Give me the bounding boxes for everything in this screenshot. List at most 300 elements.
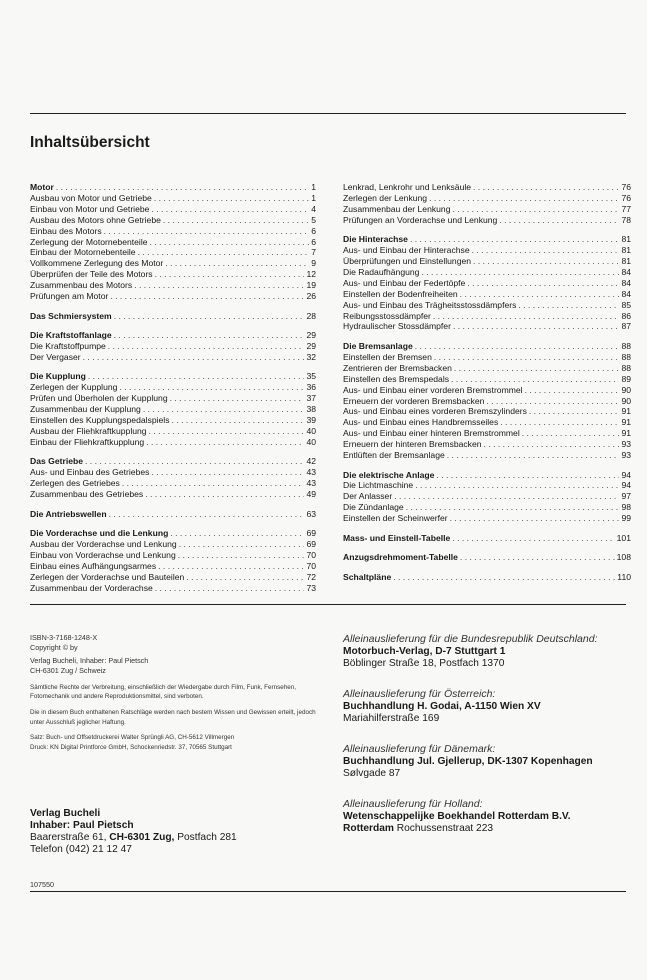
toc-leader-dots	[56, 182, 309, 193]
toc-entry-text: Die Antriebswellen	[30, 508, 107, 519]
toc-entry	[343, 204, 631, 215]
toc-entry-text: Aus- und Einbau des Getriebes	[30, 467, 150, 478]
toc-page-number: 12	[306, 269, 316, 280]
distribution-block	[343, 633, 633, 835]
toc-leader-dots	[525, 385, 620, 396]
toc-leader-dots	[158, 561, 304, 572]
isbn: ISBN-3-7168-1248-X	[30, 633, 98, 642]
toc-leader-dots	[172, 415, 305, 426]
toc-entry	[343, 182, 631, 193]
toc-entry-text: Zerlegen der Vorderachse und Bauteilen	[30, 571, 185, 582]
toc-section	[30, 509, 316, 520]
verlag-street: Baarerstraße 61,	[30, 832, 110, 843]
toc-leader-dots	[529, 406, 620, 417]
toc-entry-text: Ausbau der Fliehkraftkupplung	[30, 425, 147, 436]
toc-leader-dots	[114, 311, 305, 322]
toc-entry-text: Aus- und Einbau des Trägheitsstossdämpfers	[343, 299, 517, 310]
toc-entry-text: Der Vergaser	[30, 351, 81, 362]
toc-leader-dots	[119, 382, 304, 393]
liability-text: Die in diesem Buch enthaltenen Ratschläge werden nach bestem Wissen und Gewissen erteilt, jedoch unter Ausschluß jeglicher Haftung.	[30, 709, 316, 726]
toc-leader-dots	[415, 341, 620, 352]
distribution-name: Buchhandlung H. Godai, A-1150 Wien XV	[343, 701, 541, 712]
toc-entry	[30, 489, 316, 500]
toc-entry	[343, 439, 631, 450]
distribution-address: Mariahilferstraße 169	[343, 713, 440, 724]
distribution-at	[343, 688, 633, 743]
toc-leader-dots	[473, 182, 619, 193]
toc-entry-text: Aus- und Einbau eines Handbremsseiles	[343, 417, 499, 428]
toc-page-number: 108	[616, 552, 631, 563]
toc-entry-text: Hydraulischer Stossdämpfer	[343, 321, 451, 332]
toc-leader-dots	[460, 552, 615, 563]
toc-section	[343, 552, 631, 563]
toc-entry-text: Ausbau des Motors ohne Getriebe	[30, 214, 161, 225]
toc-entry-text: Zentrieren der Bremsbacken	[343, 362, 452, 373]
toc-entry-text: Entlüften der Bremsanlage	[343, 450, 445, 461]
toc-leader-dots	[453, 321, 619, 332]
toc-leader-dots	[83, 352, 305, 363]
toc-entry-text: Vollkommene Zerlegung des Motor	[30, 258, 164, 269]
toc-page-number: 91	[621, 428, 631, 439]
toc-entry-text: Das Schmiersystem	[30, 310, 112, 321]
toc-entry-text: Zerlegung der Motornebenteile	[30, 236, 148, 247]
footer-code: 107550	[30, 880, 54, 889]
druck-line: Druck: KN Digital Printforce GmbH, Schockenriedstr. 37, 70565 Stuttgart	[30, 744, 232, 752]
toc-leader-dots	[134, 280, 304, 291]
toc-entry-text: Aus- und Einbau einer hinteren Bremstrommel	[343, 428, 520, 439]
toc-leader-dots	[460, 289, 620, 300]
toc-leader-dots	[178, 550, 305, 561]
toc-section	[343, 341, 631, 461]
toc-page-number: 94	[621, 469, 631, 480]
toc-leader-dots	[165, 258, 309, 269]
toc-section	[30, 311, 316, 322]
distribution-name-2: Rotterdam	[343, 823, 394, 834]
toc-entry-text: Einbau von Vorderachse und Lenkung	[30, 549, 176, 560]
toc-entry-text: Die Kraftstoffanlage	[30, 330, 112, 341]
toc-entry-text: Einstellen der Bodenfreiheiten	[343, 288, 458, 299]
toc-section	[343, 572, 631, 583]
toc-entry-text: Anzugsdrehmoment-Tabelle	[343, 552, 458, 563]
toc-leader-dots	[170, 528, 304, 539]
toc-entry	[30, 291, 316, 302]
toc-page-number: 84	[621, 277, 631, 288]
rights-text: Sämtliche Rechte der Verbreitung, einschließlich der Wiedergabe durch Film, Funk, Fernsehen, Fotomechanik und andere Reproduktionsmittel, sind verboten.	[30, 683, 296, 701]
verlag-city: CH-6301 Zug,	[109, 832, 175, 843]
toc-page-number: 69	[306, 528, 316, 539]
toc-page-number: 36	[306, 382, 316, 393]
distribution-dk	[343, 743, 633, 798]
toc-heading	[30, 509, 316, 520]
toc-page-number: 43	[306, 467, 316, 478]
toc-leader-dots	[484, 439, 620, 450]
distribution-address: Rochussenstraat 223	[393, 823, 494, 834]
toc-heading	[30, 528, 316, 539]
toc-page-number: 9	[311, 258, 316, 269]
toc-leader-dots	[186, 572, 304, 583]
toc-entry	[30, 539, 316, 550]
toc-leader-dots	[467, 278, 619, 289]
toc-leader-dots	[429, 193, 619, 204]
toc-entry	[343, 267, 631, 278]
toc-entry	[30, 415, 316, 426]
toc-leader-dots	[436, 470, 619, 481]
toc-leader-dots	[421, 267, 619, 278]
toc-entry-text: Die Hinterachse	[343, 234, 408, 245]
toc-page-number: 81	[621, 256, 631, 267]
toc-entry	[30, 437, 316, 448]
toc-leader-dots	[155, 583, 305, 594]
toc-section	[30, 330, 316, 363]
toc-entry	[343, 396, 631, 407]
toc-entry-text: Zusammenbau der Vorderachse	[30, 582, 153, 593]
toc-entry	[30, 426, 316, 437]
toc-page-number: 86	[621, 310, 631, 321]
toc-section	[30, 182, 316, 302]
toc-page-number: 63	[306, 508, 316, 519]
toc-entry	[30, 478, 316, 489]
toc-entry-text: Reibungsstossdämpfer	[343, 310, 431, 321]
toc-entry-text: Einbau von Motor und Getriebe	[30, 203, 150, 214]
toc-page-number: 40	[306, 425, 316, 436]
toc-entry	[343, 480, 631, 491]
toc-entry	[343, 289, 631, 300]
toc-entry-text: Die Kraftstoffpumpe	[30, 340, 106, 351]
address-line: CH-6301 Zug / Schweiz	[30, 666, 106, 676]
toc-entry	[30, 247, 316, 258]
toc-section	[30, 456, 316, 500]
toc-leader-dots	[88, 371, 305, 382]
toc-section	[343, 533, 631, 544]
toc-entry-text: Aus- und Einbau der Federtöpfe	[343, 277, 466, 288]
toc-entry-text: Schaltpläne	[343, 571, 392, 582]
toc-page-number: 42	[306, 456, 316, 467]
toc-entry-text: Zusammenbau der Kupplung	[30, 404, 141, 415]
toc-entry-text: Einstellen des Kupplungspedalspiels	[30, 415, 170, 425]
toc-leader-dots	[406, 502, 620, 513]
toc-entry-text: Ausbau von Motor und Getriebe	[30, 192, 152, 203]
toc-page-number: 98	[621, 502, 631, 513]
toc-leader-dots	[149, 426, 305, 437]
toc-entry-text: Ausbau der Vorderachse und Lenkung	[30, 538, 177, 549]
toc-page-number: 70	[306, 549, 316, 560]
toc-entry-text: Das Getriebe	[30, 456, 84, 467]
toc-page-number: 91	[621, 406, 631, 417]
toc-page-number: 93	[621, 439, 631, 450]
toc-entry	[30, 572, 316, 583]
toc-entry	[343, 502, 631, 513]
toc-leader-dots	[452, 533, 614, 544]
toc-page-number: 6	[311, 225, 316, 236]
toc-page-number: 94	[621, 480, 631, 491]
toc-entry-text: Prüfen und Überholen der Kupplung	[30, 393, 168, 404]
toc-page-number: 88	[621, 340, 631, 351]
toc-leader-dots	[104, 226, 310, 237]
toc-page-number: 1	[311, 182, 316, 192]
toc-page-number: 37	[306, 393, 316, 404]
toc-leader-dots	[110, 291, 304, 302]
toc-leader-dots	[453, 204, 620, 215]
toc-entry	[343, 363, 631, 374]
distribution-name: Wetenschappelijke Boekhandel Rotterdam B.V.	[343, 811, 571, 822]
toc-page-number: 90	[621, 395, 631, 406]
toc-entry	[343, 352, 631, 363]
toc-page-number: 90	[621, 384, 631, 395]
toc-page-number: 19	[306, 280, 316, 291]
toc-leader-dots	[150, 237, 310, 248]
toc-entry-text: Aus- und Einbau der Hinterachse	[343, 245, 470, 256]
toc-entry-text: Die Zündanlage	[343, 502, 404, 513]
toc-page-number: 99	[621, 513, 631, 524]
toc-page-number: 81	[621, 245, 631, 256]
toc-entry-text: Einbau eines Aufhängungsarmes	[30, 560, 157, 571]
distribution-label: Alleinauslieferung für Dänemark:	[343, 743, 496, 755]
satz-line: Satz: Buch- und Offsetdruckerei Walter Sprüngli AG, CH-5612 Villmergen	[30, 734, 235, 742]
toc-leader-dots	[155, 269, 305, 280]
toc-entry	[30, 269, 316, 280]
toc-section	[30, 528, 316, 593]
toc-leader-dots	[108, 341, 305, 352]
toc-entry-text: Erneuern der hinteren Bremsbacken	[343, 439, 482, 450]
toc-page-number: 101	[616, 532, 631, 543]
toc-heading	[343, 341, 631, 352]
toc-entry	[343, 256, 631, 267]
toc-entry-text: Motor	[30, 182, 54, 192]
toc-entry	[343, 193, 631, 204]
toc-page-number: 6	[311, 236, 316, 247]
toc-entry-text: Zerlegen des Getriebes	[30, 478, 120, 489]
toc-page-number: 72	[306, 571, 316, 582]
toc-entry	[30, 341, 316, 352]
toc-entry	[30, 382, 316, 393]
toc-entry	[30, 583, 316, 594]
toc-entry-text: Die Lichtmaschine	[343, 480, 414, 491]
toc-page-number: 77	[621, 203, 631, 214]
toc-heading	[343, 552, 631, 563]
toc-entry-text: Einbau der Motornebenteile	[30, 247, 136, 258]
distribution-nl	[343, 798, 633, 835]
toc-page-number: 29	[306, 330, 316, 341]
toc-leader-dots	[434, 352, 620, 363]
toc-entry	[343, 406, 631, 417]
toc-heading	[343, 533, 631, 544]
toc-leader-dots	[454, 363, 620, 374]
toc-leader-dots	[393, 572, 615, 583]
toc-entry-text: Zerlegen der Kupplung	[30, 382, 118, 393]
toc-leader-dots	[410, 234, 619, 245]
toc-page-number: 1	[311, 192, 316, 203]
toc-entry-text: Mass- und Einstell-Tabelle	[343, 532, 451, 543]
toc-page-number: 97	[621, 491, 631, 502]
toc-page-number: 26	[306, 291, 316, 302]
toc-page-number: 69	[306, 538, 316, 549]
distribution-address: Böblinger Straße 18, Postfach 1370	[343, 658, 505, 669]
toc-entry-text: Die Vorderachse und die Lenkung	[30, 528, 169, 539]
toc-page-number: 88	[621, 362, 631, 373]
toc-entry-text: Einstellen der Scheinwerfer	[343, 513, 448, 524]
toc-leader-dots	[433, 311, 620, 322]
toc-page-number: 88	[621, 351, 631, 362]
toc-leader-dots	[522, 428, 620, 439]
toc-entry-text: Überprüfen der Teile des Motors	[30, 269, 153, 280]
toc-heading	[30, 311, 316, 322]
toc-entry-text: Einstellen der Bremsen	[343, 351, 432, 362]
toc-section	[343, 470, 631, 525]
toc-page-number: 39	[306, 415, 316, 425]
toc-heading	[30, 456, 316, 467]
toc-heading	[30, 330, 316, 341]
toc-entry	[343, 300, 631, 311]
toc-entry	[343, 428, 631, 439]
toc-page-number: 78	[621, 214, 631, 225]
toc-leader-dots	[143, 404, 305, 415]
middle-rule	[30, 604, 626, 605]
toc-entry-text: Der Anlasser	[343, 491, 393, 502]
toc-entry	[30, 404, 316, 415]
toc-page-number: 7	[311, 247, 316, 258]
toc-entry	[343, 245, 631, 256]
toc-heading	[343, 470, 631, 481]
toc-page-number: 81	[621, 234, 631, 245]
toc-leader-dots	[146, 437, 304, 448]
toc-leader-dots	[179, 539, 305, 550]
toc-entry-text: Erneuern der vorderen Bremsbacken	[343, 395, 485, 406]
toc-leader-dots	[114, 330, 305, 341]
toc-heading	[343, 234, 631, 245]
verlag-address	[30, 832, 330, 844]
verlag-name: Verlag Bucheli	[30, 808, 101, 819]
toc-page-number: 70	[306, 560, 316, 571]
toc-entry	[30, 258, 316, 269]
toc-entry	[343, 513, 631, 524]
toc-entry-text: Die Kupplung	[30, 371, 86, 382]
toc-entry	[343, 321, 631, 332]
toc-page-number: 4	[311, 203, 316, 214]
distribution-label: Alleinauslieferung für Österreich:	[343, 688, 496, 700]
imprint-block	[30, 633, 320, 753]
toc-entry	[343, 374, 631, 385]
toc-leader-dots	[447, 450, 620, 461]
toc-leader-dots	[415, 480, 619, 491]
toc-leader-dots	[145, 489, 304, 500]
toc-page-number: 84	[621, 266, 631, 277]
toc-entry	[30, 352, 316, 363]
top-rule	[30, 113, 626, 114]
toc-page-number: 29	[306, 340, 316, 351]
toc-page-number: 38	[306, 404, 316, 415]
toc-left-column	[30, 182, 316, 602]
toc-leader-dots	[472, 245, 620, 256]
toc-leader-dots	[170, 393, 305, 404]
distribution-name: Buchhandlung Jul. Gjellerup, DK-1307 Kopenhagen	[343, 756, 593, 767]
toc-heading	[30, 182, 316, 193]
copyright: Copyright © by	[30, 643, 78, 653]
toc-entry-text: Einstellen des Bremspedals	[343, 373, 450, 384]
toc-entry-text: Aus- und Einbau eines vorderen Bremszylinders	[343, 406, 527, 417]
toc-entry-text: Zusammenbau des Getriebes	[30, 489, 144, 500]
toc-page-number: 91	[621, 417, 631, 428]
toc-leader-dots	[109, 509, 305, 520]
toc-entry	[30, 393, 316, 404]
toc-entry-text: Die elektrische Anlage	[343, 469, 435, 480]
toc-entry-text: Lenkrad, Lenkrohr und Lenksäule	[343, 182, 472, 192]
toc-leader-dots	[154, 193, 309, 204]
toc-page-number: 89	[621, 373, 631, 384]
toc-leader-dots	[394, 491, 619, 502]
toc-leader-dots	[500, 417, 619, 428]
toc-leader-dots	[151, 204, 309, 215]
toc-entry-text: Prüfungen am Motor	[30, 291, 109, 302]
distribution-label: Alleinauslieferung für die Bundesrepublik Deutschland:	[343, 633, 598, 645]
toc-leader-dots	[499, 215, 619, 226]
toc-page-number: 40	[306, 436, 316, 447]
toc-entry	[30, 237, 316, 248]
toc-entry-text: Die Bremsanlage	[343, 340, 413, 351]
toc-entry	[343, 215, 631, 226]
toc-page-number: 87	[621, 321, 631, 332]
toc-entry	[30, 226, 316, 237]
toc-entry-text: Einbau der Fliehkraftkupplung	[30, 436, 145, 447]
toc-entry	[30, 193, 316, 204]
toc-page-number: 85	[621, 299, 631, 310]
toc-entry	[30, 215, 316, 226]
verlag-block	[30, 808, 330, 856]
toc-section	[343, 234, 631, 332]
toc-page-number: 35	[306, 371, 316, 382]
toc-page-number: 76	[621, 182, 631, 192]
toc-entry	[30, 204, 316, 215]
toc-entry	[343, 417, 631, 428]
toc-entry	[343, 311, 631, 322]
toc-entry-text: Zerlegen der Lenkung	[343, 192, 428, 203]
toc-leader-dots	[473, 256, 619, 267]
toc-leader-dots	[451, 374, 619, 385]
toc-leader-dots	[486, 396, 619, 407]
toc-entry	[343, 278, 631, 289]
toc-page-number: 28	[306, 310, 316, 321]
verlag-postfach: Postfach 281	[174, 832, 237, 843]
toc-leader-dots	[450, 513, 620, 524]
toc-page-number: 76	[621, 192, 631, 203]
toc-leader-dots	[122, 478, 305, 489]
distribution-de	[343, 633, 633, 688]
toc-section	[343, 182, 631, 226]
toc-entry-text: Zusammenbau des Motors	[30, 280, 133, 291]
toc-entry-text: Überprüfungen und Einstellungen	[343, 256, 472, 267]
toc-entry-text: Die Radaufhängung	[343, 266, 420, 277]
toc-entry-text: Zusammenbau der Lenkung	[343, 203, 451, 214]
toc-leader-dots	[163, 215, 309, 226]
toc-right-column	[343, 182, 631, 591]
toc-entry	[30, 561, 316, 572]
toc-entry-text: Einbau des Motors	[30, 225, 102, 236]
toc-entry	[343, 450, 631, 461]
toc-page-number: 110	[617, 571, 631, 582]
bottom-rule	[30, 891, 626, 892]
toc-leader-dots	[138, 247, 310, 258]
verlag-owner: Inhaber: Paul Pietsch	[30, 820, 134, 831]
toc-page-number: 49	[306, 489, 316, 500]
page-title: Inhaltsübersicht	[30, 134, 150, 151]
verlag-phone: Telefon (042) 21 12 47	[30, 844, 132, 855]
distribution-address: Sølvgade 87	[343, 768, 401, 779]
toc-entry	[30, 467, 316, 478]
toc-page-number: 93	[621, 450, 631, 461]
toc-entry	[30, 280, 316, 291]
toc-page-number: 84	[621, 288, 631, 299]
toc-heading	[30, 371, 316, 382]
toc-entry	[343, 491, 631, 502]
